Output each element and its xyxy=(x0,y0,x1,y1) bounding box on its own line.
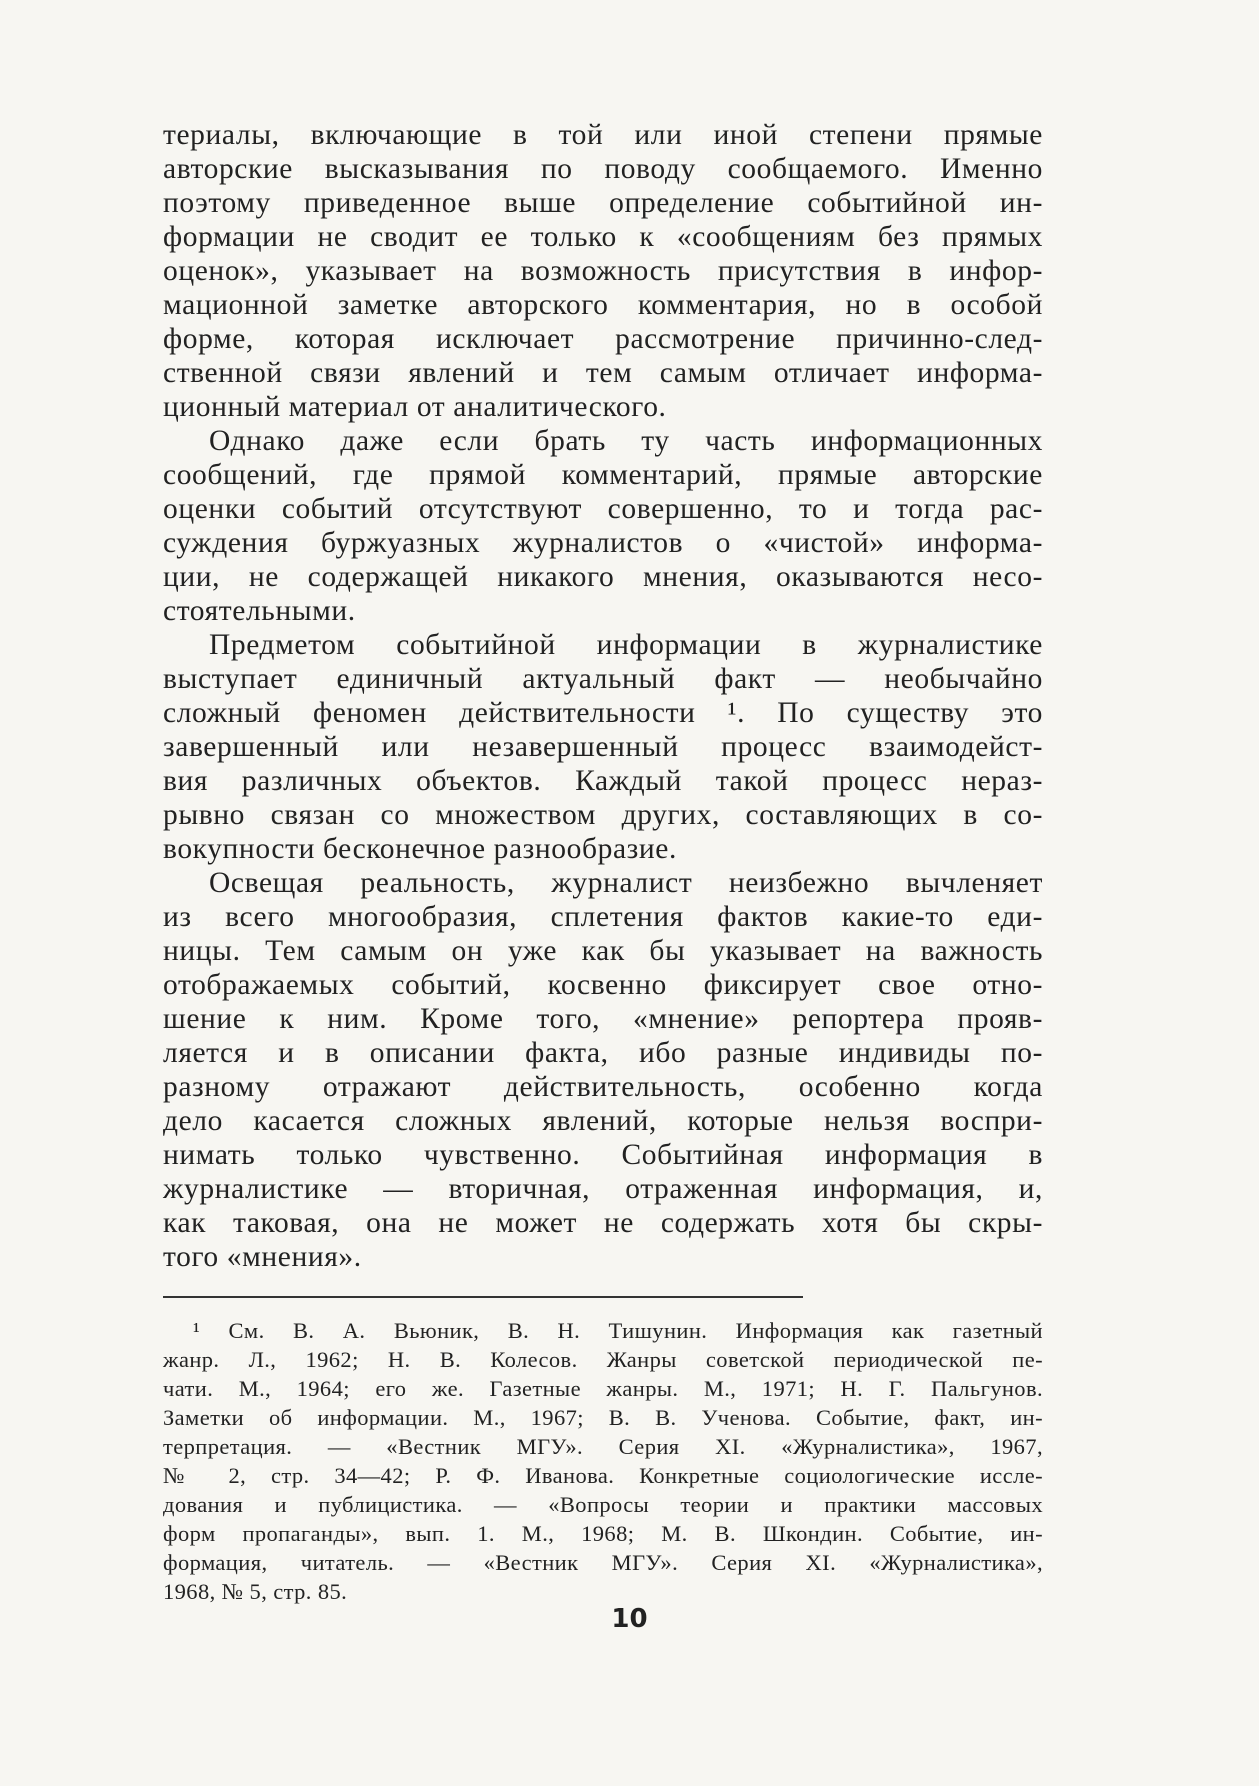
footnote-line: № 2, стр. 34—42; Р. Ф. Иванова. Конкретные социологические иссле- xyxy=(163,1463,1043,1488)
text-line: Предметом событийной информации в журналистике xyxy=(209,629,1043,661)
footnote-line: 1968, № 5, стр. 85. xyxy=(163,1579,348,1604)
text-line: рывно связан со множеством других, составляющих в со- xyxy=(163,799,1043,831)
text-line: авторские высказывания по поводу сообщаемого. Именно xyxy=(163,153,1043,185)
text-line: того «мнения». xyxy=(163,1241,362,1273)
text-line: суждения буржуазных журналистов о «чистой» информа- xyxy=(163,527,1043,559)
footnote-divider xyxy=(163,1296,803,1298)
text-line: из всего многообразия, сплетения фактов какие-то еди- xyxy=(163,901,1043,933)
text-line: териалы, включающие в той или иной степени прямые xyxy=(163,119,1043,151)
text-line: вия различных объектов. Каждый такой процесс нераз- xyxy=(163,765,1043,797)
text-line: формации не сводит ее только к «сообщениям без прямых xyxy=(163,221,1043,253)
text-line: завершенный или незавершенный процесс взаимодейст- xyxy=(163,731,1043,763)
footnote-line: жанр. Л., 1962; Н. В. Колесов. Жанры советской периодической пе- xyxy=(163,1347,1043,1372)
text-line: Однако даже если брать ту часть информационных xyxy=(209,425,1043,457)
footnote-line: чати. М., 1964; его же. Газетные жанры. М., 1971; Н. Г. Пальгунов. xyxy=(163,1376,1043,1401)
text-line: выступает единичный актуальный факт — необычайно xyxy=(163,663,1043,695)
text-line: шение к ним. Кроме того, «мнение» репортера прояв- xyxy=(163,1003,1043,1035)
text-line: разному отражают действительность, особенно когда xyxy=(163,1071,1043,1103)
paragraph-1 xyxy=(163,118,1043,424)
text-line: оценки событий отсутствуют совершенно, то и тогда рас- xyxy=(163,493,1043,525)
text-line: стоятельными. xyxy=(163,595,356,627)
paragraph-4 xyxy=(163,866,1043,1274)
footnote-line: дования и публицистика. — «Вопросы теории и практики массовых xyxy=(163,1492,1043,1517)
text-line: ции, не содержащей никакого мнения, оказываются несо- xyxy=(163,561,1043,593)
page-body xyxy=(163,118,1043,1606)
footnote-line: формация, читатель. — «Вестник МГУ». Серия XI. «Журналистика», xyxy=(163,1550,1043,1575)
text-line: Освещая реальность, журналист неизбежно вычленяет xyxy=(209,867,1043,899)
text-line: сложный феномен действительности ¹. По существу это xyxy=(163,697,1043,729)
footnote xyxy=(163,1316,1043,1606)
text-line: форме, которая исключает рассмотрение причинно-след- xyxy=(163,323,1043,355)
page-number: 10 xyxy=(611,1604,648,1634)
text-line: ляется и в описании факта, ибо разные индивиды по- xyxy=(163,1037,1043,1069)
text-line: ницы. Тем самым он уже как бы указывает на важность xyxy=(163,935,1043,967)
text-line: отображаемых событий, косвенно фиксирует свое отно- xyxy=(163,969,1043,1001)
text-line: журналистике — вторичная, отраженная информация, и, xyxy=(163,1173,1043,1205)
text-line: нимать только чувственно. Событийная информация в xyxy=(163,1139,1043,1171)
footnote-line: Заметки об информации. М., 1967; В. В. Ученова. Событие, факт, ин- xyxy=(163,1405,1043,1430)
text-line: оценок», указывает на возможность присутствия в инфор- xyxy=(163,255,1043,287)
footnote-line: ¹ См. В. А. Вьюник, В. Н. Тишунин. Информация как газетный xyxy=(193,1318,1043,1343)
text-line: как таковая, она не может не содержать хотя бы скры- xyxy=(163,1207,1043,1239)
text-line: поэтому приведенное выше определение событийной ин- xyxy=(163,187,1043,219)
text-line: дело касается сложных явлений, которые нельзя воспри- xyxy=(163,1105,1043,1137)
text-line: вокупности бесконечное разнообразие. xyxy=(163,833,677,865)
footnote-line: форм пропаганды», вып. 1. М., 1968; М. В. Шкондин. Событие, ин- xyxy=(163,1521,1043,1546)
text-line: сообщений, где прямой комментарий, прямые авторские xyxy=(163,459,1043,491)
paragraph-3 xyxy=(163,628,1043,866)
text-line: мационной заметке авторского комментария, но в особой xyxy=(163,289,1043,321)
text-line: ционный материал от аналитического. xyxy=(163,391,667,423)
paragraph-2 xyxy=(163,424,1043,628)
text-line: ственной связи явлений и тем самым отличает информа- xyxy=(163,357,1043,389)
footnote-line: терпретация. — «Вестник МГУ». Серия XI. «Журналистика», 1967, xyxy=(163,1434,1043,1459)
